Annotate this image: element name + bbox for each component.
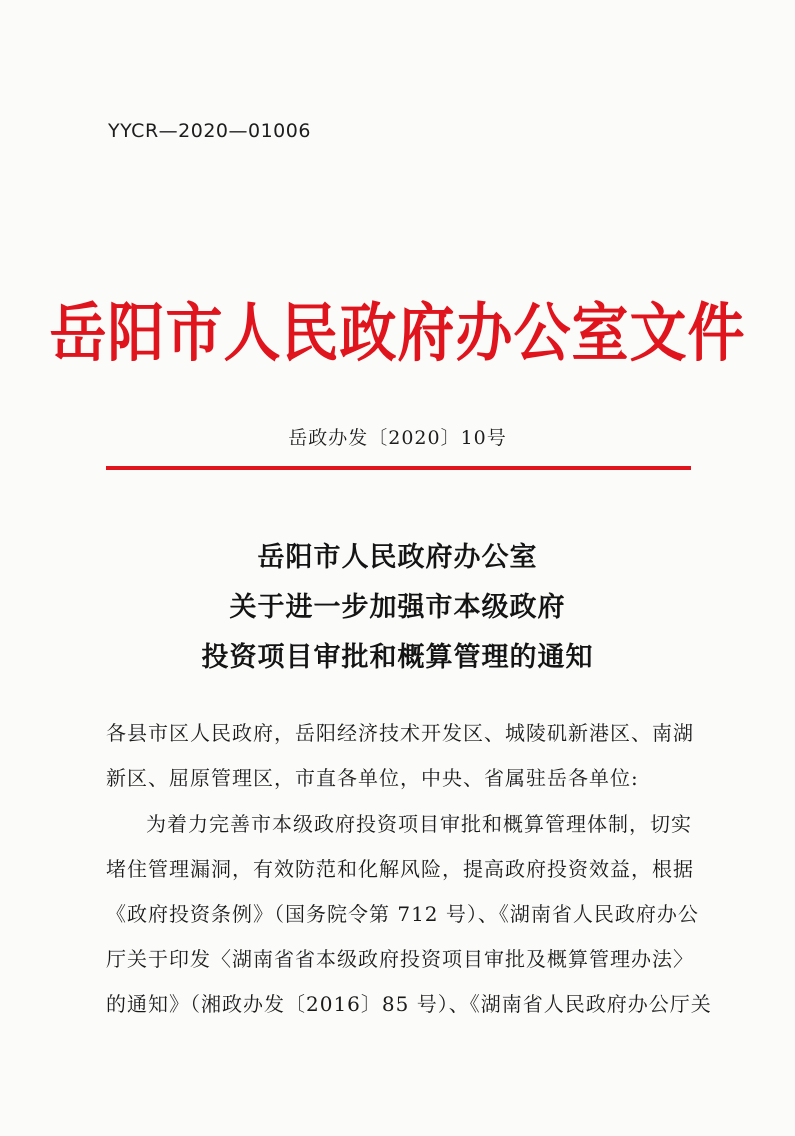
body-text-line: 厅关于印发〈湖南省省本级政府投资项目审批及概算管理办法〉 (106, 947, 694, 971)
body-text-line: 新区、屈原管理区，市直各单位，中央、省属驻岳各单位: (106, 766, 639, 790)
body-text-line: 的通知》（湘政办发〔2016〕85 号）、《湖南省人民政府办公厅关 (106, 992, 712, 1016)
notice-title-line-2: 关于进一步加强市本级政府 (229, 592, 566, 623)
document-number: 岳政办发〔2020〕10号 (288, 427, 507, 449)
body-text-line: 各县市区人民政府，岳阳经济技术开发区、城陵矶新港区、南湖 (106, 721, 694, 745)
body-text-line: 堵住管理漏洞，有效防范和化解风险，提高政府投资效益，根据 (106, 857, 694, 881)
notice-title-line-3: 投资项目审批和概算管理的通知 (201, 642, 594, 673)
notice-title-line-1: 岳阳市人民政府办公室 (257, 542, 538, 573)
masthead-title: 岳阳市人民政府办公室文件 (49, 296, 746, 371)
body-text-line: 《政府投资条例》（国务院令第 712 号）、《湖南省人民政府办公 (106, 902, 699, 926)
body-text-line: 为着力完善市本级政府投资项目审批和概算管理体制，切实 (146, 812, 692, 836)
document-code: YYCR—2020—01006 (108, 120, 311, 142)
red-divider-line (106, 466, 691, 470)
